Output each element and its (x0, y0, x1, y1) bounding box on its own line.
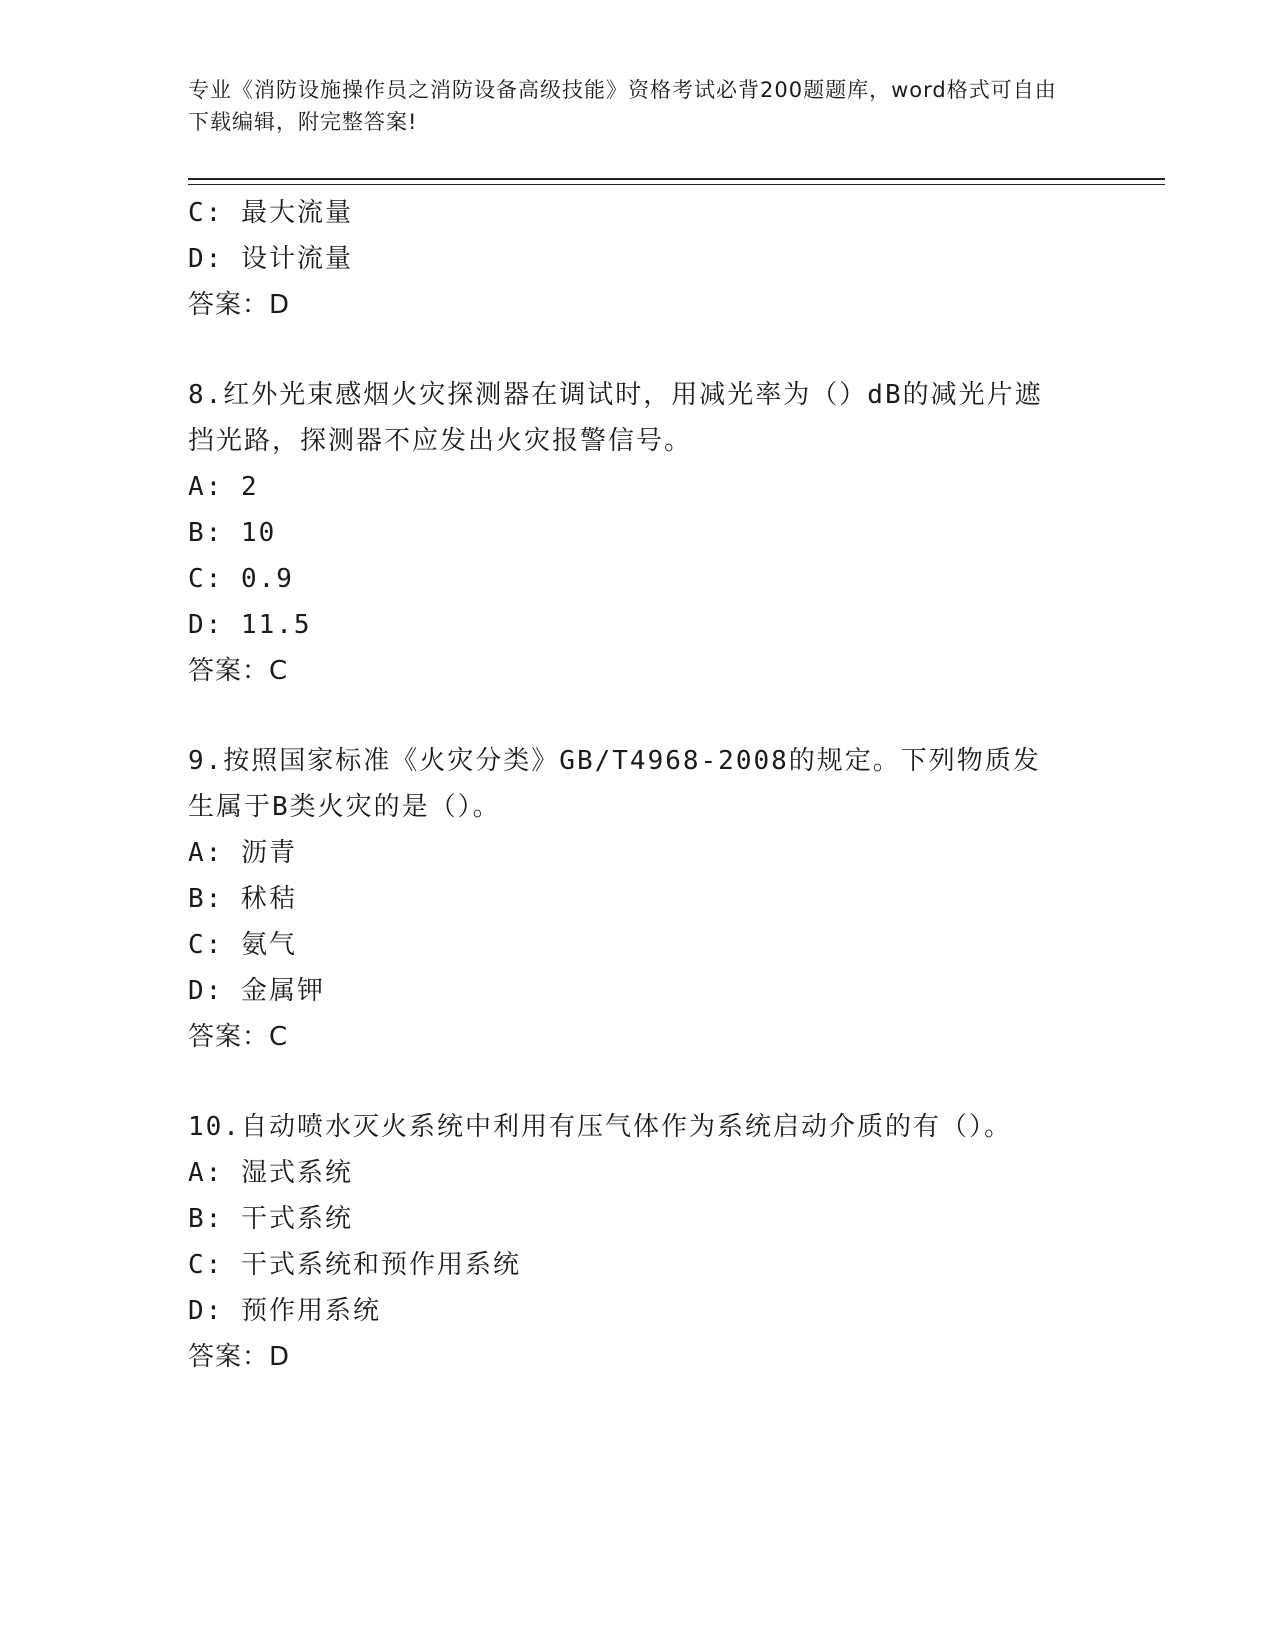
option-d: D: 11.5 (188, 610, 312, 640)
option-c: C: 最大流量 (188, 198, 353, 228)
option-d: D: 金属钾 (188, 976, 325, 1006)
option-b: B: 10 (188, 518, 277, 548)
question-8 (188, 372, 1088, 694)
option-a: A: 2 (188, 472, 259, 502)
option-a: A: 湿式系统 (188, 1158, 353, 1188)
answer: 答案：D (188, 1342, 291, 1372)
answer: 答案：C (188, 1022, 289, 1052)
question-7-tail (188, 190, 1088, 328)
question-10 (188, 1104, 1088, 1380)
option-c: C: 干式系统和预作用系统 (188, 1250, 521, 1280)
question-9 (188, 738, 1088, 1060)
option-c: C: 氨气 (188, 930, 297, 960)
header-divider-thick (188, 178, 1165, 180)
spacer (188, 1060, 1088, 1104)
header-divider-thin (188, 184, 1165, 185)
option-b: B: 秫秸 (188, 884, 297, 914)
document-header: 专业《消防设施操作员之消防设备高级技能》资格考试必背200题题库，word格式可自由下载编辑，附完整答案! (188, 78, 1057, 134)
spacer (188, 328, 1088, 372)
option-d: D: 设计流量 (188, 244, 353, 274)
spacer (188, 694, 1088, 738)
question-stem: 10.自动喷水灭火系统中利用有压气体作为系统启动介质的有（）。 (188, 1112, 1012, 1142)
option-d: D: 预作用系统 (188, 1296, 381, 1326)
option-c: C: 0.9 (188, 564, 294, 594)
option-b: B: 干式系统 (188, 1204, 353, 1234)
option-a: A: 沥青 (188, 838, 297, 868)
answer: 答案：C (188, 656, 289, 686)
question-stem: 8.红外光束感烟火灾探测器在调试时，用减光率为（）dB的减光片遮挡光路，探测器不应发出火灾报警信号。 (188, 380, 1043, 456)
question-stem: 9.按照国家标准《火灾分类》GB/T4968-2008的规定。下列物质发生属于B类火灾的是（）。 (188, 746, 1041, 822)
question-content (188, 190, 1088, 1380)
answer: 答案：D (188, 290, 291, 320)
